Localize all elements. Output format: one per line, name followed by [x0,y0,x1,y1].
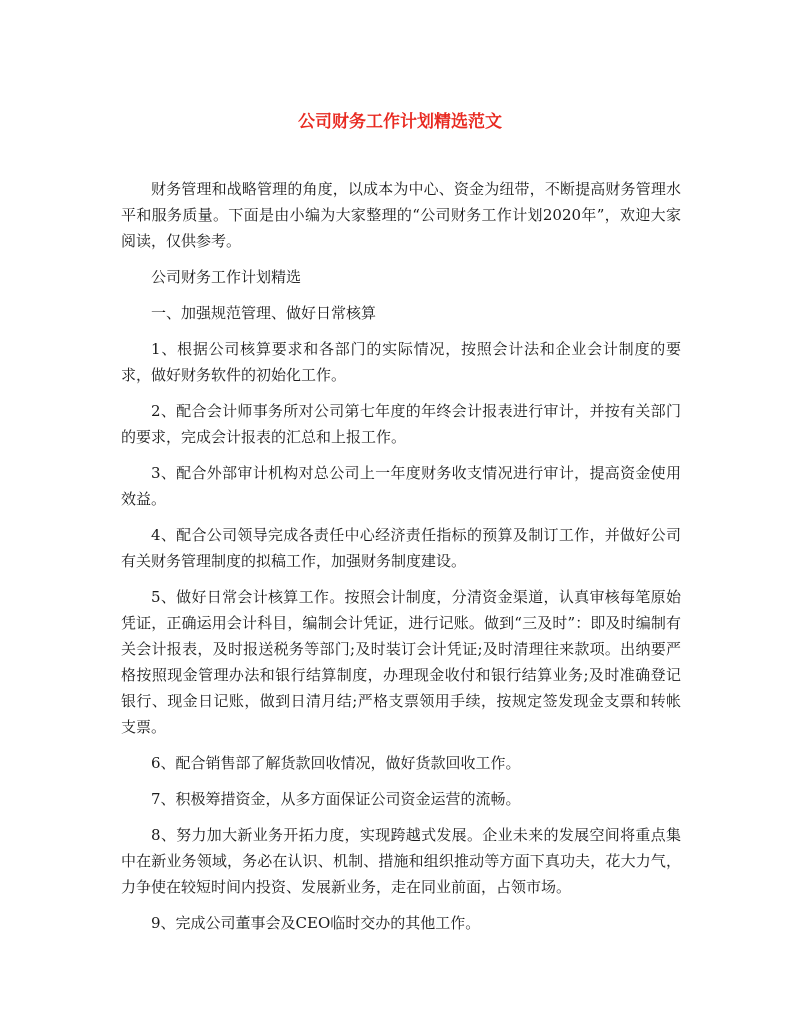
list-item-9: 9、完成公司董事会及CEO临时交办的其他工作。 [151,914,481,932]
list-item-4: 4、配合公司领导完成各责任中心经济责任指标的预算及制订工作，并做好公司有关财务管理制度的拟稿工作，加强财务制度建设。 [121,526,681,570]
document-title: 公司财务工作计划精选范文 [298,112,502,132]
list-item-6: 6、配合销售部了解货款回收情况，做好货款回收工作。 [151,754,521,772]
list-item-5: 5、做好日常会计核算工作。按照会计制度，分清资金渠道，认真审核每笔原始凭证，正确运用会计科目，编制会计凭证，进行记账。做到“三及时”：即及时编制有关会计报表，及时报送税务等部门;及时装订会计凭证;及时清理往来款项。出纳要严格按照现金管理办法和银行结算制度，办理现金收付和银行结算业务;及时准确登记银行、现金日记账，做到日清月结;严格支票领用手续，按规定签发现金支票和转帐支票。 [121,588,681,736]
section-heading: 公司财务工作计划精选 [151,268,302,286]
list-item-7: 7、积极筹措资金，从多方面保证公司资金运营的流畅。 [151,790,521,808]
subsection-heading: 一、加强规范管理、做好日常核算 [151,304,377,322]
intro-paragraph: 财务管理和战略管理的角度，以成本为中心、资金为纽带，不断提高财务管理水平和服务质量。下面是由小编为大家整理的“公司财务工作计划2020年”，欢迎大家阅读，仅供参考。 [121,180,681,250]
list-item-3: 3、配合外部审计机构对总公司上一年度财务收支情况进行审计，提高资金使用效益。 [121,464,681,508]
document-body [121,176,681,946]
list-item-2: 2、配合会计师事务所对公司第七年度的年终会计报表进行审计，并按有关部门的要求，完成会计报表的汇总和上报工作。 [121,402,681,446]
list-item-8: 8、努力加大新业务开拓力度，实现跨越式发展。企业未来的发展空间将重点集中在新业务领域，务必在认识、机制、措施和组织推动等方面下真功夫，花大力气，力争使在较短时间内投资、发展新业务，走在同业前面，占领市场。 [121,826,681,896]
list-item-1: 1、根据公司核算要求和各部门的实际情况，按照会计法和企业会计制度的要求，做好财务软件的初始化工作。 [121,340,681,384]
